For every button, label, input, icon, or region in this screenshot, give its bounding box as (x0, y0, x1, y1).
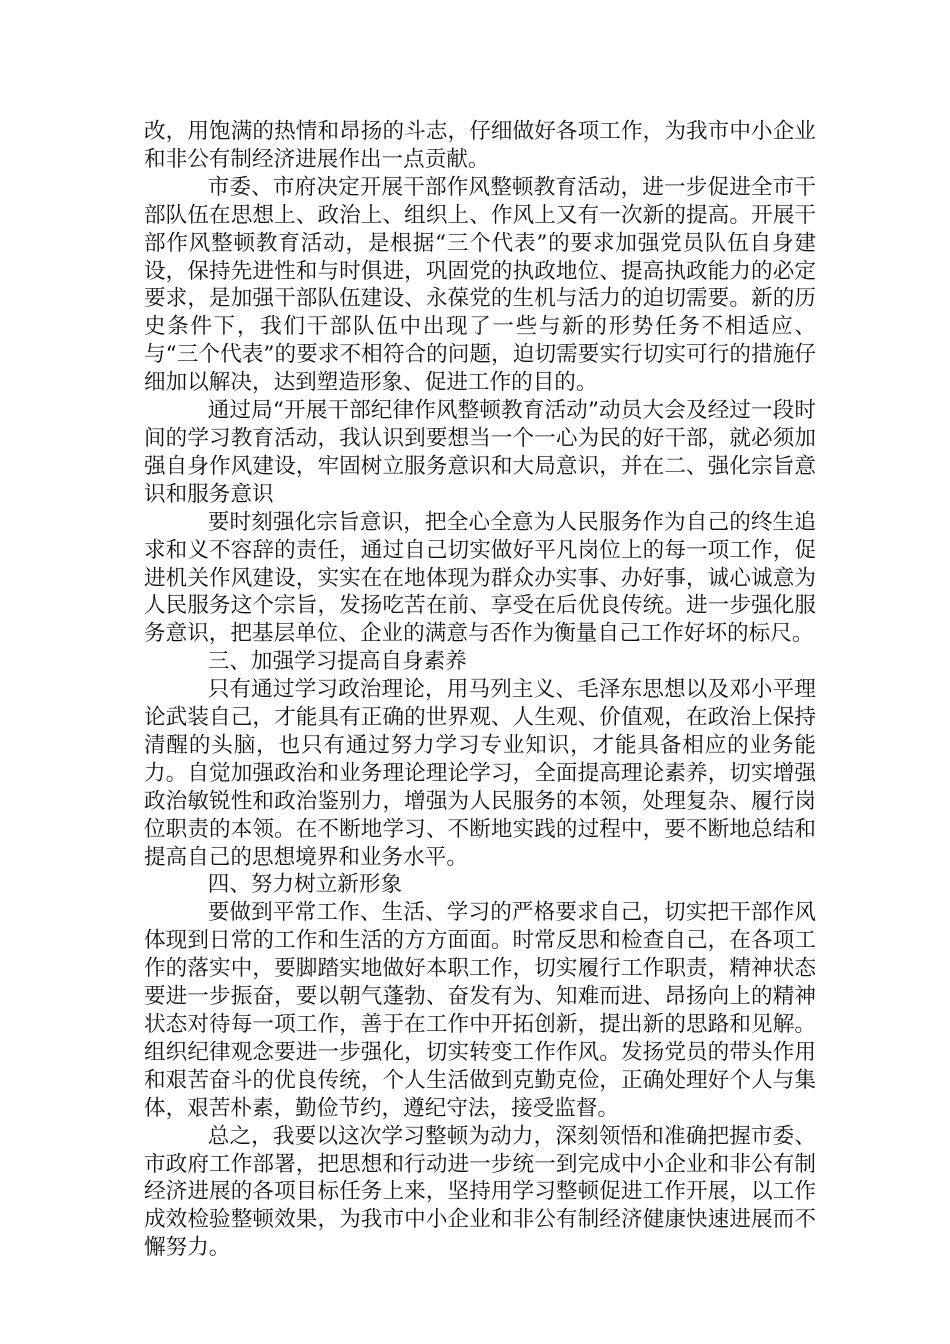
paragraph-campaign-intro: 市委、市府决定开展干部作风整顿教育活动，进一步促进全市干部队伍在思想上、政治上、组织上、作风上又有一次新的提高。开展干部作风整顿教育活动，是根据“三个代表”的要求加强党员队伍自身建设，保持先进性和与时俱进，巩固党的执政地位、提高执政能力的必定要求，是加强干部队伍建设、永葆党的生机与活力的迫切需要。新的历史条件下，我们干部队伍中出现了一些与新的形势任务不相适应、与“三个代表”的要求不相符合的问题，迫切需要实行切实可行的措施仔细加以解决，达到塑造形象、促进工作的目的。 (144, 174, 816, 396)
paragraph-conclusion: 总之，我要以这次学习整顿为动力，深刻领悟和准确把握市委、市政府工作部署，把思想和行动进一步统一到完成中小企业和非公有制经济进展的各项目标任务上来，坚持用学习整顿促进工作开展，以工作成效检验整顿效果，为我市中小企业和非公有制经济健康快速进展而不懈努力。 (144, 1123, 816, 1261)
section-heading-study: 三、加强学习提高自身素养 (207, 649, 467, 675)
paragraph-service-awareness: 要时刻强化宗旨意识，把全心全意为人民服务作为自己的终生追求和义不容辞的责任，通过自己切实做好平凡岗位上的每一项工作，促进机关作风建设，实实在在地体现为群众办实事、办好事，诚心诚意为人民服务这个宗旨，发扬吃苦在前、享受在后优良传统。进一步强化服务意识，把基层单位、企业的满意与否作为衡量自己工作好坏的标尺。 (144, 509, 816, 647)
section-heading-new-image: 四、努力树立新形象 (207, 872, 403, 898)
paragraph-continuation: 改，用饱满的热情和昂扬的斗志，仔细做好各项工作，为我市中小企业和非公有制经济进展作出一点贡献。 (144, 119, 816, 172)
document-body (144, 118, 816, 1262)
paragraph-new-image: 要做到平常工作、生活、学习的严格要求自己，切实把干部作风体现到日常的工作和生活的方方面面。时常反思和检查自己，在各项工作的落实中，要脚踏实地做好本职工作，切实履行工作职责，精神状态要进一步振奋，要以朝气蓬勃、奋发有为、知难而进、昂扬向上的精神状态对待每一项工作，善于在工作中开拓创新，提出新的思路和见解。组织纪律观念要进一步强化，切实转变工作作风。发扬党员的带头作用和艰苦奋斗的优良传统，个人生活做到克勤克俭，正确处理好个人与集体，艰苦朴素，勤俭节约，遵纪守法，接受监督。 (144, 900, 816, 1121)
paragraph-mobilization-meeting: 通过局“开展干部纪律作风整顿教育活动”动员大会及经过一段时间的学习教育活动，我认识到要想当一个一心为民的好干部，就必须加强自身作风建设，牢固树立服务意识和大局意识，并在二、强化宗旨意识和服务意识 (144, 398, 816, 507)
paragraph-study: 只有通过学习政治理论，用马列主义、毛泽东思想以及邓小平理论武装自己，才能具有正确的世界观、人生观、价值观，在政治上保持清醒的头脑，也只有通过努力学习专业知识，才能具备相应的业务能力。自觉加强政治和业务理论理论学习，全面提高理论素养，切实增强政治敏锐性和政治鉴别力，增强为人民服务的本领，处理复杂、履行岗位职责的本领。在不断地学习、不断地实践的过程中，要不断地总结和提高自己的思想境界和业务水平。 (144, 677, 816, 870)
